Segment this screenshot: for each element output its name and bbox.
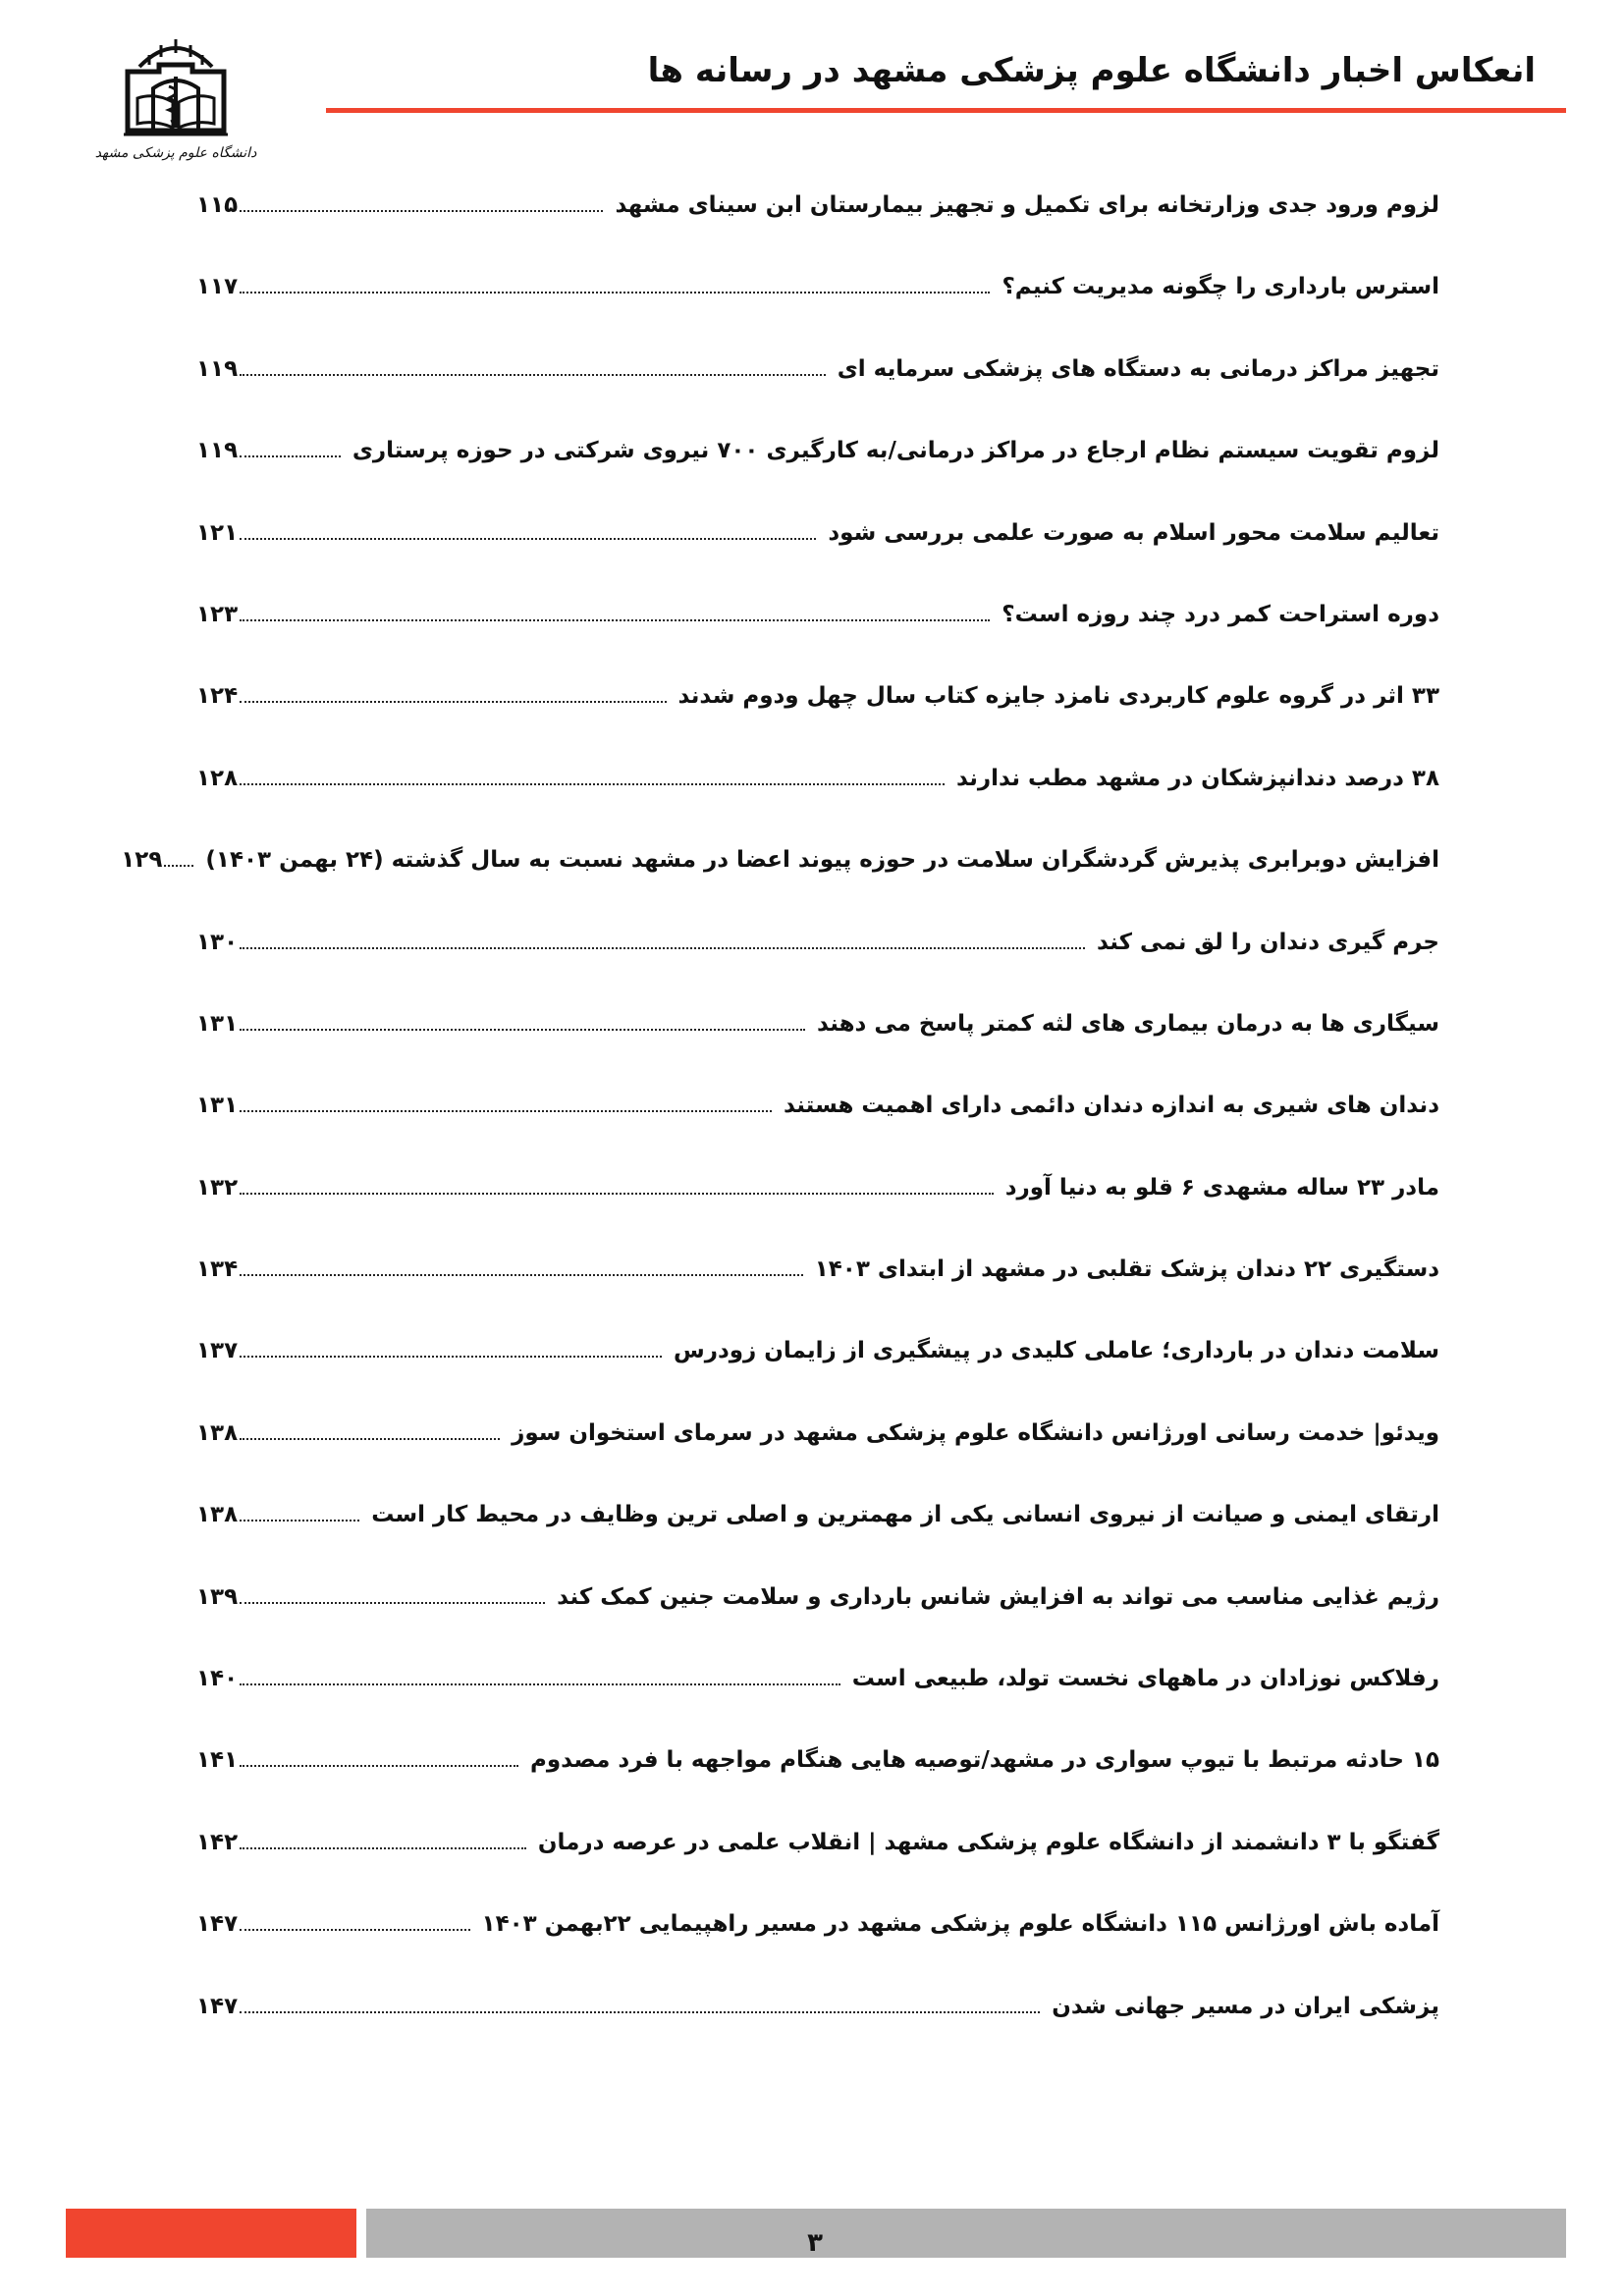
- toc-entry-page-number: ۱۳۹: [196, 1583, 239, 1610]
- toc-entry-page-number: ۱۳۲: [196, 1174, 239, 1201]
- toc-entry-page-number: ۱۱۵: [196, 192, 239, 218]
- toc-entry[interactable]: [196, 1502, 1439, 1583]
- toc-entry-title: تعالیم سلامت محور اسلام به صورت علمی بررسی شود: [828, 519, 1439, 546]
- toc-entry-title: لزوم ورود جدی وزارتخانه برای تکمیل و تجهیز بیمارستان ابن سینای مشهد: [615, 192, 1439, 218]
- toc-dot-leader: [240, 538, 816, 540]
- toc-entry-title: پزشکی ایران در مسیر جهانی شدن: [1052, 1993, 1439, 2019]
- toc-dot-leader: [240, 1274, 803, 1276]
- footer-bar: [366, 2209, 1566, 2258]
- toc-entry-title: مادر ۲۳ ساله مشهدی ۶ قلو به دنیا آورد: [1004, 1174, 1439, 1201]
- toc-entry-title: سیگاری ها به درمان بیماری های لثه کمتر پاسخ می دهند: [816, 1010, 1439, 1037]
- toc-dot-leader: [240, 210, 603, 212]
- toc-entry[interactable]: [196, 1338, 1439, 1419]
- toc-entry-title: استرس بارداری را چگونه مدیریت کنیم؟: [1001, 274, 1439, 300]
- toc-entry-page-number: ۱۴۷: [196, 1911, 239, 1938]
- toc-entry-title: آماده باش اورژانس ۱۱۵ دانشگاه علوم پزشکی مشهد در مسیر راهپیمایی ۲۲بهمن ۱۴۰۳: [481, 1911, 1439, 1938]
- toc-entry[interactable]: [196, 1911, 1439, 1993]
- toc-entry-title: گفتگو با ۳ دانشمند از دانشگاه علوم پزشکی مشهد | انقلاب علمی در عرصه درمان: [537, 1829, 1439, 1855]
- toc-entry-page-number: ۱۳۱: [196, 1093, 239, 1119]
- toc-entry-page-number: ۱۲۳: [196, 601, 239, 627]
- toc-entry-page-number: ۱۴۱: [196, 1747, 239, 1774]
- toc-entry-page-number: ۱۱۷: [196, 274, 239, 300]
- toc-entry-title: لزوم تقویت سیستم نظام ارجاع در مراکز درمانی/به کارگیری ۷۰۰ نیروی شرکتی در حوزه پرستاری: [352, 438, 1439, 464]
- toc-dot-leader: [240, 701, 666, 703]
- toc-entry-title: ویدئو| خدمت رسانی اورژانس دانشگاه علوم پزشکی مشهد در سرمای استخوان سوز: [512, 1419, 1439, 1446]
- toc-entry-title: رژیم غذایی مناسب می تواند به افزایش شانس بارداری و سلامت جنین کمک کند: [557, 1583, 1439, 1610]
- toc-dot-leader: [240, 1847, 526, 1849]
- toc-entry-title: سلامت دندان در بارداری؛ عاملی کلیدی در پیشگیری از زایمان زودرس: [673, 1338, 1439, 1364]
- svg-text:دانشگاه علوم پزشکی مشهد: دانشگاه علوم پزشکی مشهد: [94, 145, 257, 161]
- toc-dot-leader: [240, 1520, 359, 1522]
- toc-dot-leader: [240, 783, 945, 785]
- toc-entry[interactable]: [196, 930, 1439, 1011]
- toc-entry-title: دوره استراحت کمر درد چند روزه است؟: [1001, 601, 1439, 627]
- footer-accent-bar: [66, 2209, 356, 2258]
- toc-dot-leader: [240, 947, 1085, 949]
- toc-entry-page-number: ۱۱۹: [196, 355, 239, 382]
- toc-entry[interactable]: [196, 1175, 1439, 1256]
- toc-entry-title: ۳۳ اثر در گروه علوم کاربردی نامزد جایزه کتاب سال چهل ودوم شدند: [677, 683, 1439, 710]
- toc-entry[interactable]: [196, 683, 1439, 765]
- toc-entry-page-number: ۱۳۸: [196, 1419, 239, 1446]
- toc-entry-page-number: ۱۳۰: [196, 929, 239, 955]
- page-number: ۳: [807, 2228, 823, 2258]
- toc-entry-title: ارتقای ایمنی و صیانت از نیروی انسانی یکی از مهمترین و اصلی ترین وظایف در محیط کار است: [371, 1502, 1439, 1528]
- toc-dot-leader: [240, 292, 990, 294]
- toc-dot-leader: [240, 1602, 545, 1604]
- toc-entry[interactable]: [196, 356, 1439, 438]
- title-divider: [326, 108, 1566, 113]
- toc-dot-leader: [164, 865, 193, 867]
- toc-entry-page-number: ۱۲۸: [196, 765, 239, 791]
- toc-entry[interactable]: [121, 847, 1439, 929]
- toc-entry[interactable]: [196, 274, 1439, 355]
- toc-dot-leader: [240, 455, 341, 457]
- toc-dot-leader: [240, 1765, 518, 1767]
- toc-dot-leader: [240, 1110, 772, 1112]
- toc-entry-page-number: ۱۳۷: [196, 1338, 239, 1364]
- toc-entry-page-number: ۱۲۱: [196, 519, 239, 546]
- toc-entry-title: جرم گیری دندان را لق نمی کند: [1096, 929, 1439, 955]
- toc-dot-leader: [240, 374, 826, 376]
- toc-entry-page-number: ۱۴۲: [196, 1829, 239, 1855]
- document-title: انعکاس اخبار دانشگاه علوم پزشکی مشهد در رسانه ها: [647, 51, 1536, 90]
- toc-entry-title: رفلاکس نوزادان در ماههای نخست تولد، طبیعی است: [851, 1666, 1439, 1692]
- toc-entry[interactable]: [196, 192, 1439, 274]
- toc-dot-leader: [240, 1929, 469, 1931]
- toc-dot-leader: [240, 1029, 805, 1031]
- toc-dot-leader: [240, 1193, 994, 1195]
- toc-entry-title: دندان های شیری به اندازه دندان دائمی دارای اهمیت هستند: [784, 1093, 1439, 1119]
- toc-dot-leader: [240, 619, 990, 621]
- toc-entry[interactable]: [196, 1830, 1439, 1911]
- toc-entry-page-number: ۱۳۱: [196, 1010, 239, 1037]
- toc-entry-page-number: ۱۳۴: [196, 1256, 239, 1283]
- toc-entry[interactable]: [196, 1420, 1439, 1502]
- toc-entry-title: تجهیز مراکز درمانی به دستگاه های پزشکی سرمایه ای: [837, 355, 1439, 382]
- toc-entry-title: دستگیری ۲۲ دندان پزشک تقلبی در مشهد از ابتدای ۱۴۰۳: [814, 1256, 1439, 1283]
- toc-entry[interactable]: [196, 1011, 1439, 1093]
- toc-entry[interactable]: [196, 1747, 1439, 1829]
- toc-entry[interactable]: [196, 438, 1439, 519]
- toc-entry-page-number: ۱۲۴: [196, 683, 239, 710]
- toc-entry[interactable]: [196, 766, 1439, 847]
- toc-entry[interactable]: [196, 1093, 1439, 1174]
- toc-dot-leader: [240, 2011, 1040, 2013]
- toc-entry-title: ۱۵ حادثه مرتبط با تیوپ سواری در مشهد/توصیه هایی هنگام مواجهه با فرد مصدوم: [530, 1747, 1439, 1774]
- toc-dot-leader: [240, 1438, 500, 1440]
- table-of-contents: [121, 192, 1439, 2075]
- toc-entry-page-number: ۱۴۷: [196, 1993, 239, 2019]
- toc-entry-page-number: ۱۲۹: [121, 847, 163, 874]
- page-header: [0, 0, 1624, 161]
- toc-entry[interactable]: [196, 602, 1439, 683]
- toc-entry[interactable]: [196, 1666, 1439, 1747]
- toc-entry-page-number: ۱۳۸: [196, 1502, 239, 1528]
- toc-entry-title: ۳۸ درصد دندانپزشکان در مشهد مطب ندارند: [956, 765, 1439, 791]
- toc-dot-leader: [240, 1356, 662, 1358]
- toc-entry[interactable]: [196, 520, 1439, 602]
- toc-dot-leader: [240, 1683, 840, 1685]
- toc-entry-page-number: ۱۱۹: [196, 438, 239, 464]
- toc-entry-page-number: ۱۴۰: [196, 1666, 239, 1692]
- toc-entry[interactable]: [196, 1584, 1439, 1666]
- university-logo: [94, 37, 257, 170]
- toc-entry[interactable]: [196, 1256, 1439, 1338]
- toc-entry[interactable]: [196, 1994, 1439, 2075]
- toc-entry-title: افزایش دوبرابری پذیرش گردشگران سلامت در حوزه پیوند اعضا در مشهد نسبت به سال گذشته (۲۴ بهمن ۱۴۰۳): [205, 847, 1439, 874]
